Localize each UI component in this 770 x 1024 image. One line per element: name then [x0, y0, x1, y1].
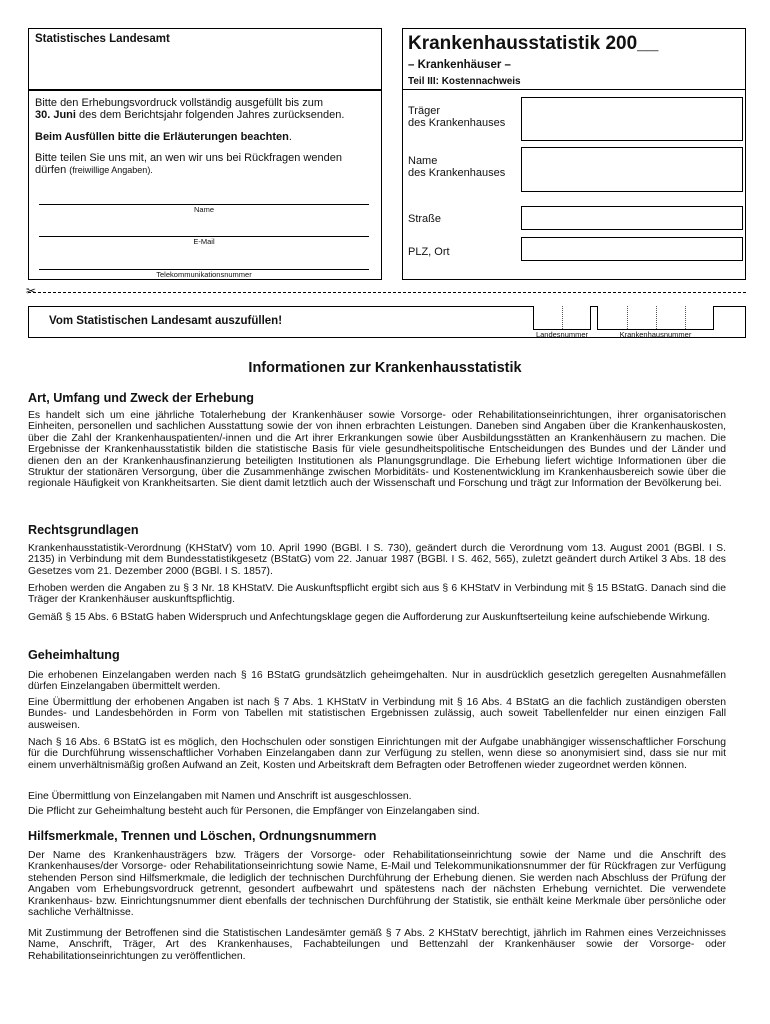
hospital-number-divider-2	[656, 306, 657, 329]
section-paragraph: Die Pflicht zur Geheimhaltung besteht auch für Personen, die Empfänger von Einzelangaben sind.	[28, 806, 480, 817]
section-paragraph: Erhoben werden die Angaben zu § 3 Nr. 18 KHStatV. Die Auskunftspflicht ergibt sich aus § 6 KHStatV in Verbindung mit § 15 BStatG. Danach sind die Träger der Krankenhäuser auskunftspflichtig.	[28, 583, 726, 606]
instruction-contact: Bitte teilen Sie uns mit, an wen wir uns bei Rückfragen wenden dürfen (freiwillige Angaben).	[35, 152, 342, 176]
instructions-box	[28, 90, 382, 280]
label-plz: PLZ, Ort	[408, 246, 450, 258]
section-paragraph: Der Name des Krankenhausträgers bzw. Trägers der Vorsorge- oder Rehabilitationseinrichtung sowie der Name und die Anschrift des Krankenhauses/der Vorsorge- oder Rehabilitationseinrichtung sowie Name, E-Mail und Telekommunikationsnummer der für Rückfragen zur Verfügung stehenden Person sind Hilfsmerkmale, die lediglich der technischen Durchführung der Erhebung dienen. Sie werden nach Abschluss der Prüfung der Angaben vom Erhebungsvordruck getrennt, gesondert aufbewahrt und spätestens nach der nächsten Erhebung vernichtet. Die verwendete Krankenhaus- bzw. Einrichtungsnummer dient ebenfalls der technischen Durchführung der Statistik, sie enthält keine Merkmale über persönliche oder sachliche Verhältnisse.	[28, 850, 726, 919]
label-strasse: Straße	[408, 213, 442, 225]
section-heading: Geheimhaltung	[28, 648, 120, 662]
section-heading: Rechtsgrundlagen	[28, 523, 139, 537]
state-number-divider	[562, 306, 563, 329]
label-traeger: Träger des Krankenhauses	[408, 105, 506, 129]
hospital-number-box[interactable]	[597, 306, 714, 330]
section-heading: Art, Umfang und Zweck der Erhebung	[28, 391, 255, 405]
office-name: Statistisches Landesamt	[35, 33, 170, 45]
cut-line	[28, 292, 746, 293]
form-part: Teil III: Kostennachweis	[408, 76, 521, 87]
caption-state-number: Landesnummer	[535, 330, 589, 339]
form-subtitle: – Krankenhäuser –	[408, 59, 511, 71]
instruction-explanations: Beim Ausfüllen bitte die Erläuterungen beachten.	[35, 131, 292, 143]
info-title: Informationen zur Krankenhausstatistik	[248, 360, 522, 376]
section-paragraph: Gemäß § 15 Abs. 6 BStatG haben Widerspruch und Anfechtungsklage gegen die Aufforderung zur Auskunftserteilung keine aufschiebende Wirkung.	[28, 612, 710, 623]
hospital-number-divider-3	[685, 306, 686, 329]
section-heading: Hilfsmerkmale, Trennen und Löschen, Ordnungsnummern	[28, 829, 377, 843]
traeger-input[interactable]	[521, 97, 743, 141]
caption-name: Name	[193, 205, 214, 214]
header-divider	[403, 89, 745, 90]
section-paragraph: Eine Übermittlung der erhobenen Angaben ist nach § 7 Abs. 1 KHStatV in Verbindung mit § 16 Abs. 4 BStatG an die fachlich zuständigen obersten Bundes- und Landesbehörden in Form von Tabellen mit statistischen Ergebnissen zulässig, auch soweit Tabellenfelder nur einen einzigen Fall ausweisen.	[28, 697, 726, 731]
caption-phone: Telekommunikationsnummer	[156, 270, 252, 279]
state-number-box[interactable]	[533, 306, 591, 330]
scissors-icon: ✂	[26, 284, 37, 298]
caption-hospital-number: Krankenhausnummer	[619, 330, 692, 339]
form-header-box	[402, 28, 746, 280]
form-title: Krankenhausstatistik 200__	[408, 33, 659, 54]
section-paragraph: Mit Zustimmung der Betroffenen sind die Statistischen Landesämter gemäß § 7 Abs. 2 KHStatV berechtigt, jährlich im Rahmen eines Verzeichnisses Name, Anschrift, Träger, Art des Krankenhauses, Fachabteilungen und Bettenzahl der Krankenhäuser sowie der Vorsorge- oder Rehabilitationseinrichtungen zu veröffentlichen.	[28, 928, 726, 962]
section-paragraph: Eine Übermittlung von Einzelangaben mit Namen und Anschrift ist ausgeschlossen.	[28, 791, 412, 802]
zip-city-input[interactable]	[521, 237, 743, 261]
section-paragraph: Nach § 16 Abs. 6 BStatG ist es möglich, den Hochschulen oder sonstigen Einrichtungen mit der Aufgabe unabhängiger wissenschaftlicher Forschung für die Durchführung wissenschaftlicher Vorhaben Einzelangaben dann zur Verfügung zu stellen, wenn diese so anonymisiert sind, dass sie nur mit einem unverhältnismäßig großen Aufwand an Zeit, Kosten und Arbeitskraft dem Befragten oder Betroffenen wieder zugeordnet werden können.	[28, 737, 726, 771]
section-paragraph: Es handelt sich um eine jährliche Totalerhebung der Krankenhäuser sowie Vorsorge- oder Rehabilitationseinrichtungen, ihrer organisatorischen Einheiten, personellen und sachlichen Ausstattung sowie der von ihnen erbrachten Leistungen. Daneben sind Angaben über die Krankenhauskosten, über die Zahl der Krankenhauspatienten/-innen und die Art ihrer Erkrankungen sowie über Ausbildungsstätten an Krankenhäusern zu machen. Die Ergebnisse der Krankenhausstatistik bilden die statistische Basis für viele gesundheitspolitische Entscheidungen des Bundes und der Länder und dienen den an der Krankenhausfinanzierung beteiligten Institutionen als Planungsgrundlage. Die Erhebung liefert wichtige Informationen über die Struktur der stationären Versorgung, über die Zusammenhänge zwischen Morbiditäts- und Kostenentwicklung im Krankenhausbereich sowie über die regionale Häufigkeit von Krankheitsarten. Sie dient damit letztlich auch der Wissenschaft und Forschung und trägt zur Information der Bevölkerung bei.	[28, 410, 726, 490]
hospital-name-input[interactable]	[521, 147, 743, 192]
street-input[interactable]	[521, 206, 743, 230]
caption-email: E-Mail	[193, 237, 215, 246]
section-paragraph: Krankenhausstatistik-Verordnung (KHStatV) vom 10. April 1990 (BGBl. I S. 730), geändert durch die Verordnung vom 13. August 2001 (BGBl. I S. 2135) in Verbindung mit dem Bundesstatistikgesetz (BStatG) vom 22. Januar 1987 (BGBl. I S. 462, 565), zuletzt geändert durch Artikel 3 Abs. 18 des Gesetzes vom 21. Dezember 2000 (BGBl. I S. 1857).	[28, 543, 726, 577]
instruction-deadline: Bitte den Erhebungsvordruck vollständig ausgefüllt bis zum 30. Juni des dem Berichtsjahr folgenden Jahres zurücksenden.	[35, 97, 345, 121]
hospital-number-divider-1	[627, 306, 628, 329]
office-use-label: Vom Statistischen Landesamt auszufüllen!	[49, 315, 283, 327]
section-paragraph: Die erhobenen Einzelangaben werden nach § 16 BStatG grundsätzlich geheimgehalten. Nur in ausdrücklich gesetzlich geregelten Ausnahmefällen dürfen Einzelangaben übermittelt werden.	[28, 670, 726, 693]
office-address-box	[28, 28, 382, 90]
label-name: Name des Krankenhauses	[408, 155, 506, 179]
